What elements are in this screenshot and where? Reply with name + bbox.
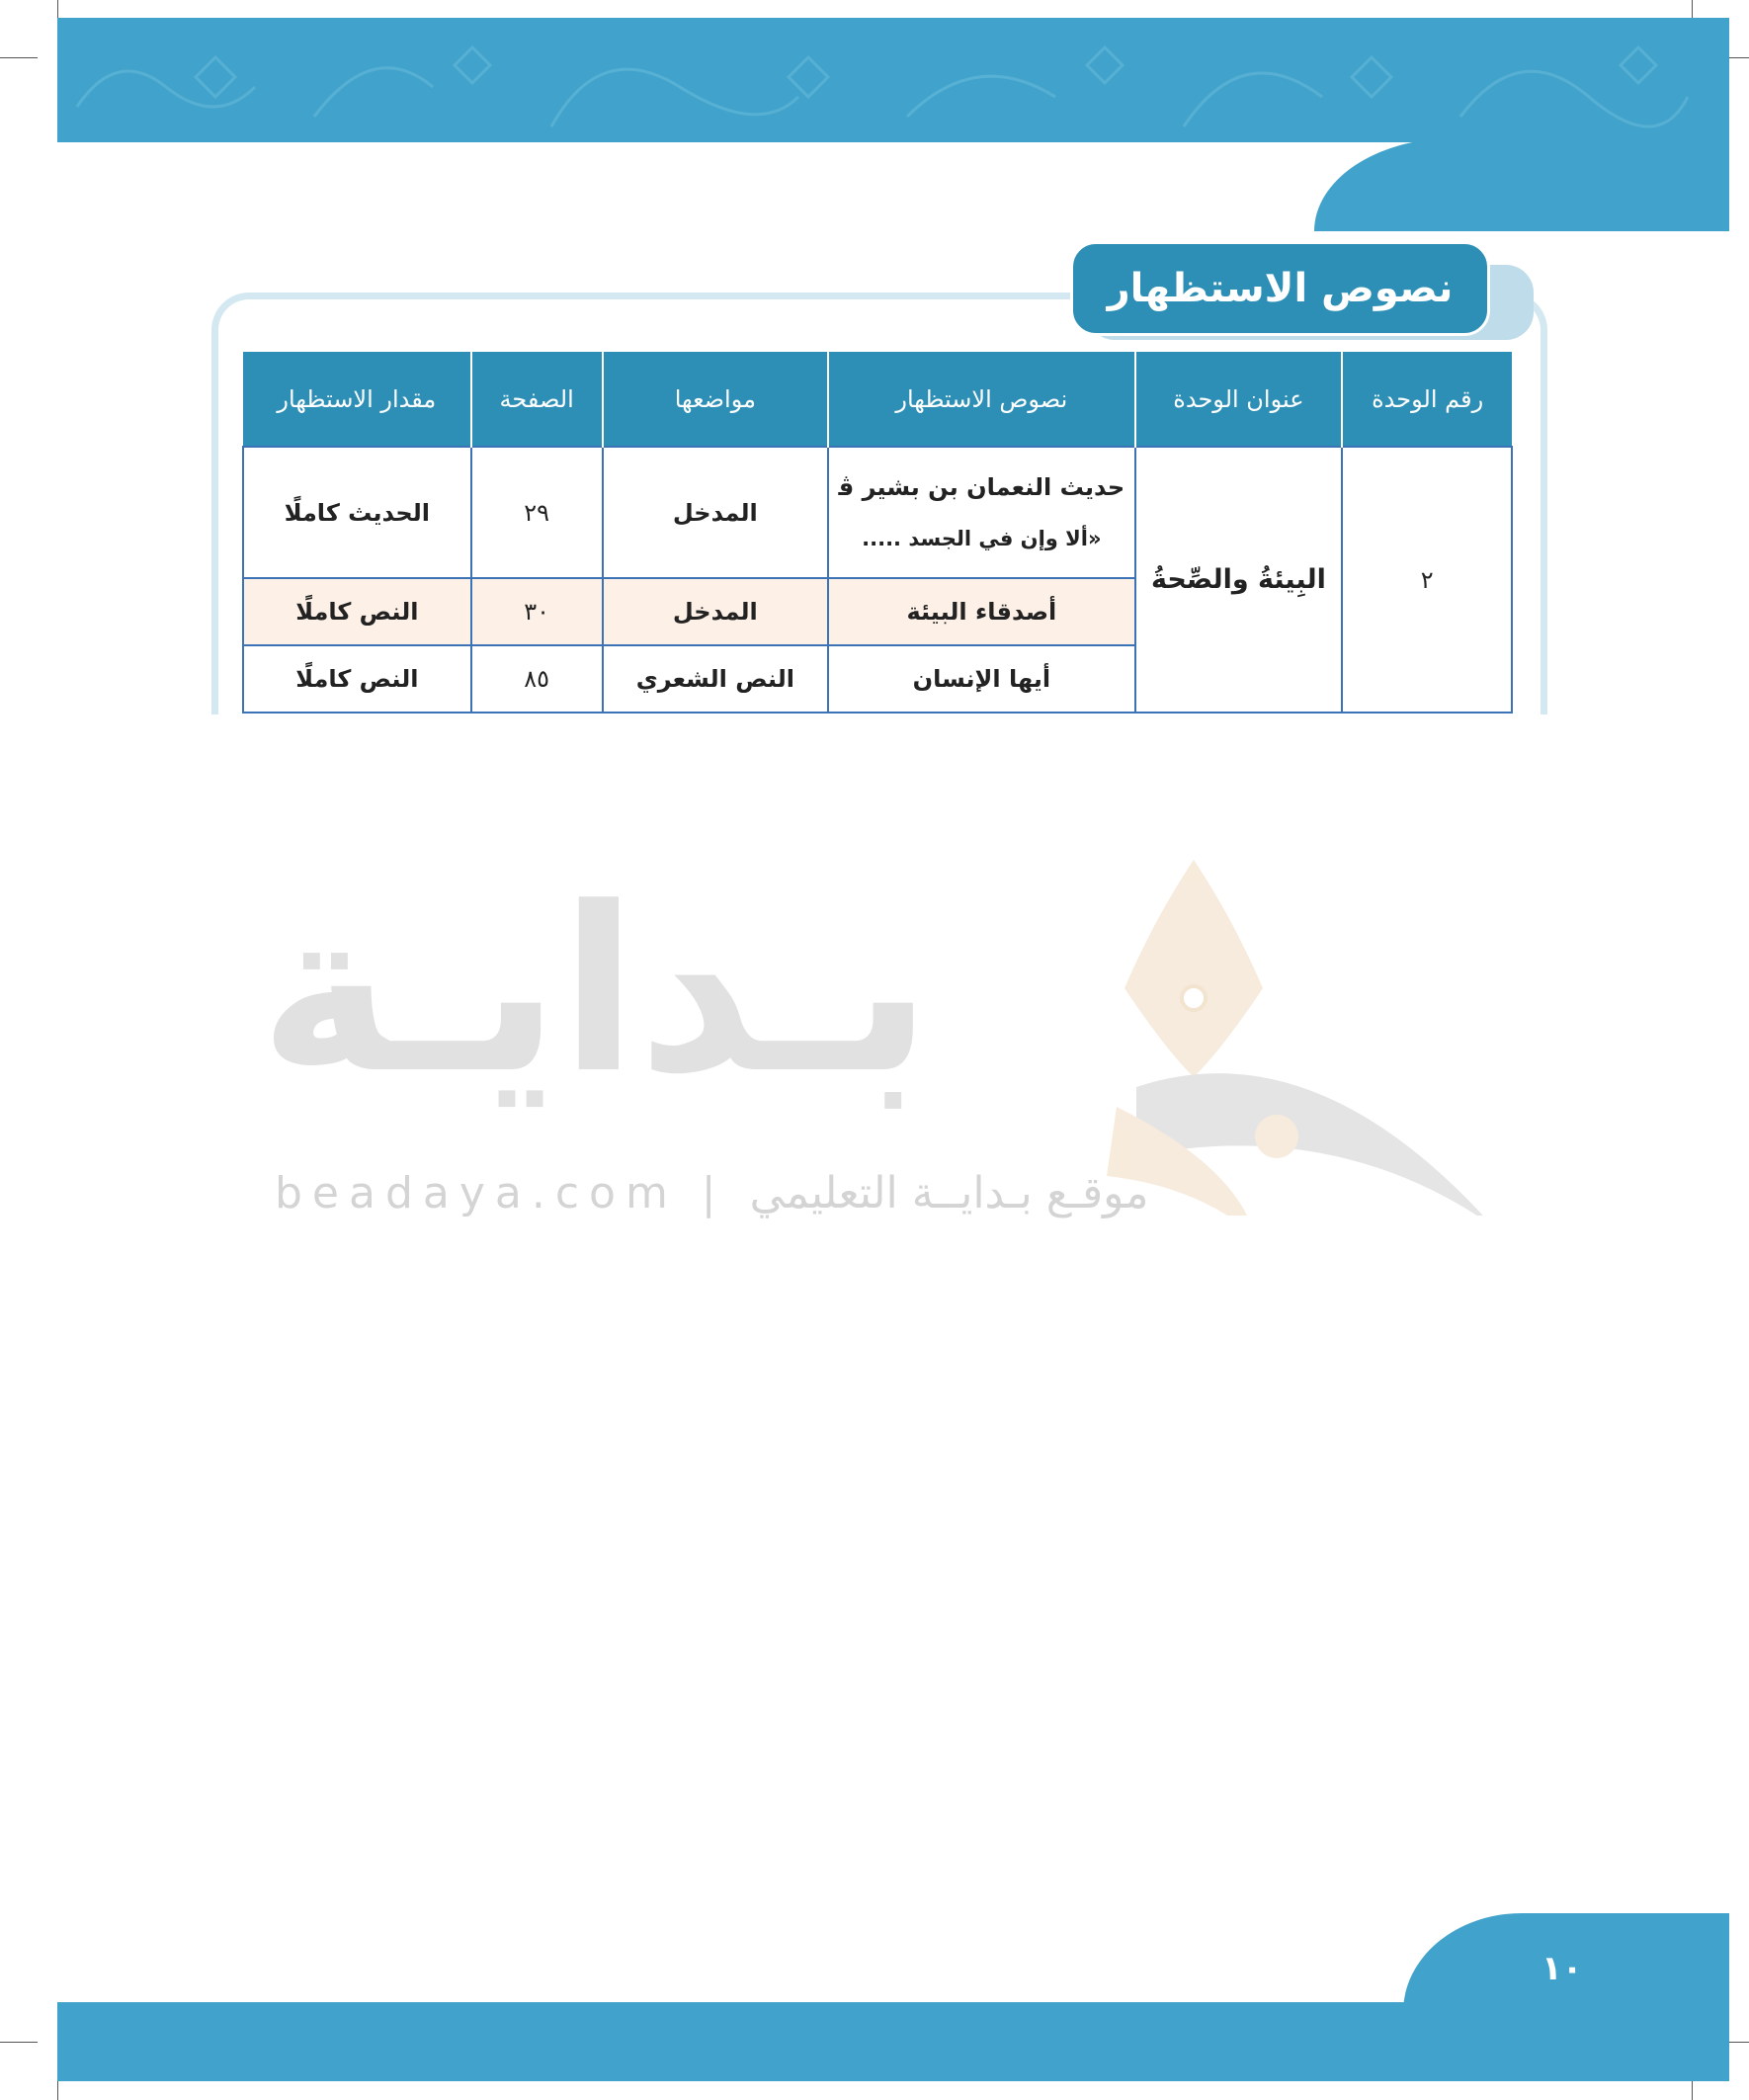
header-locations: مواضعها — [603, 352, 829, 447]
location-cell: المدخل — [603, 447, 829, 578]
memorization-table — [242, 352, 1513, 714]
amount-cell: الحديث كاملًا — [243, 447, 471, 578]
page-cell: ٨٥ — [471, 645, 603, 713]
text-cell — [828, 447, 1134, 578]
text-cell: أيها الإنسان — [828, 645, 1134, 713]
crop-mark-bottom-left-h — [0, 2042, 38, 2043]
footer-band — [57, 2002, 1729, 2081]
section-title: نصوص الاستظهار — [1070, 241, 1490, 336]
amount-cell: النص كاملًا — [243, 578, 471, 645]
header-unit-title: عنوان الوحدة — [1135, 352, 1343, 447]
header-band — [57, 18, 1729, 142]
hadith-line-2: «ألا وإن في الجسد ..... — [862, 526, 1102, 550]
hadith-line-1: حديث النعمان بن بشير ﭬ — [838, 472, 1125, 501]
amount-cell: النص كاملًا — [243, 645, 471, 713]
header-page: الصفحة — [471, 352, 603, 447]
header-amount: مقدار الاستظهار — [243, 352, 471, 447]
page-cell: ٣٠ — [471, 578, 603, 645]
unit-number-cell: ٢ — [1342, 447, 1512, 713]
text-cell: أصدقاء البيئة — [828, 578, 1134, 645]
unit-title-cell: البِيئةُ والصِّحةُ — [1135, 447, 1343, 713]
page-number: ١٠ — [1541, 1949, 1583, 1988]
header-texts: نصوص الاستظهار — [828, 352, 1134, 447]
watermark-logo-text: بـدايـة — [259, 860, 933, 1124]
table-row — [243, 447, 1512, 578]
location-cell: النص الشعري — [603, 645, 829, 713]
location-cell: المدخل — [603, 578, 829, 645]
table-header-row — [243, 352, 1512, 447]
watermark-site-text: beadaya.com | موقـع بـدايــة التعليمي — [275, 1168, 1149, 1218]
calligraphy-pattern — [57, 18, 1729, 142]
header-unit-number: رقم الوحدة — [1342, 352, 1512, 447]
header-band-tab — [1314, 138, 1729, 231]
crop-mark-top-left-h — [0, 57, 38, 58]
page-cell: ٢٩ — [471, 447, 603, 578]
